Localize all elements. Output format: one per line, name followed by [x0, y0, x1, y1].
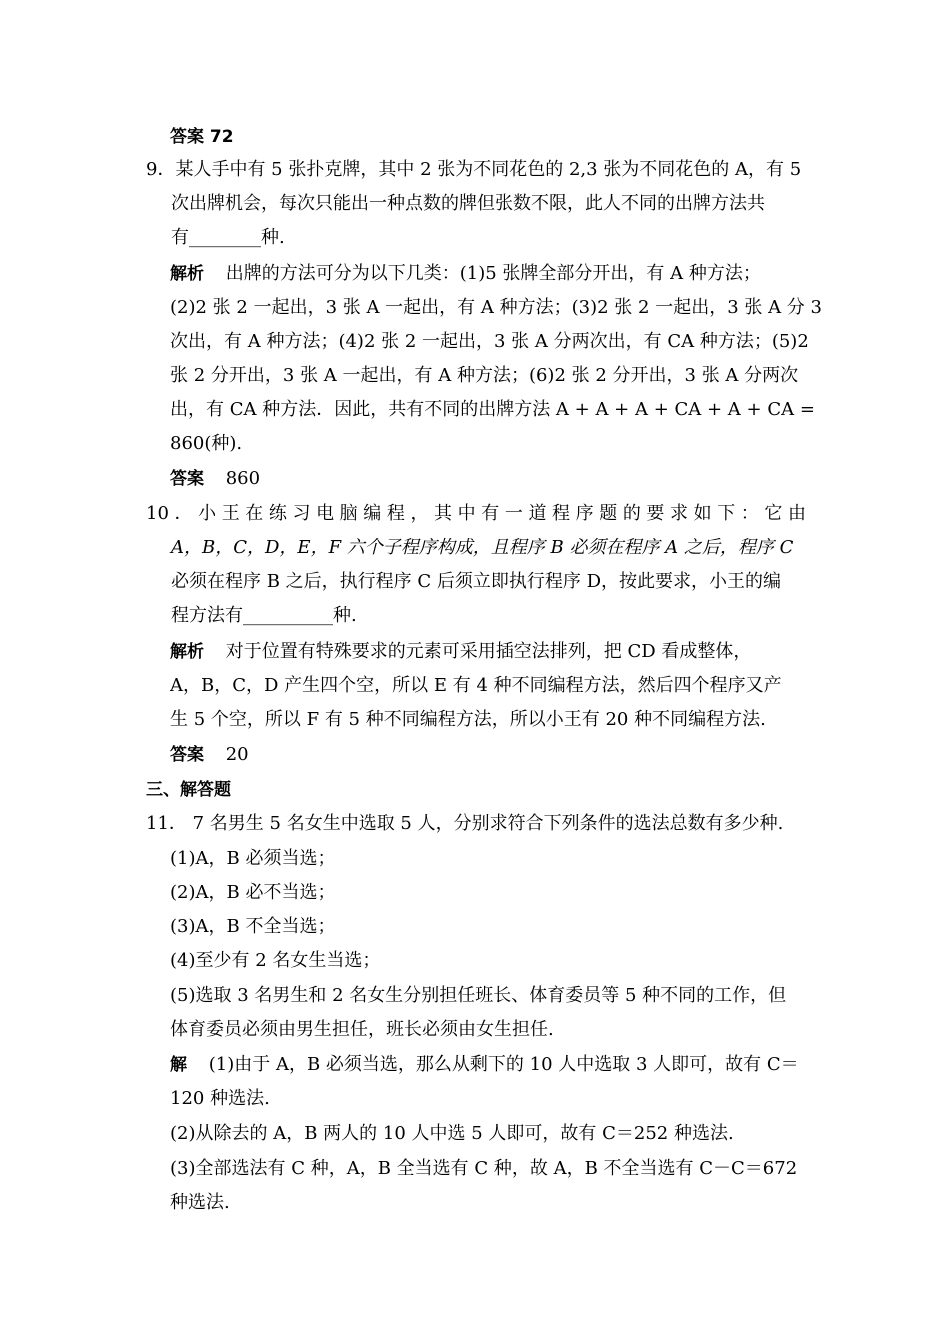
solution-11-line-1 — [170, 1053, 799, 1077]
solution-label: 解 — [170, 1055, 187, 1075]
question-10-line-3: 必须在程序 B 之后，执行程序 C 后须立即执行程序 D，按此要求，小王的编 — [171, 571, 782, 592]
answer-label: 答案 — [170, 469, 204, 489]
analysis-10-text-1: 对于位置有特殊要求的元素可采用插空法排列，把 CD 看成整体， — [225, 641, 752, 662]
analysis-label: 解析 — [170, 642, 204, 662]
answer-value: 20 — [225, 744, 249, 765]
question-9-line-3: 有________种. — [171, 227, 285, 248]
question-11-part-4: (4)至少有 2 名女生当选； — [170, 950, 381, 971]
analysis-9-line-5: 出，有 CA 种方法．因此，共有不同的出牌方法 A + A + A + CA + A + CA = — [170, 399, 815, 420]
solution-11-line-3: (2)从除去的 A，B 两人的 10 人中选 5 人即可，故有 C＝252 种选法. — [170, 1123, 734, 1144]
question-11-part-5-line-2: 体育委员必须由男生担任，班长必须由女生担任. — [170, 1019, 554, 1040]
question-11-part-3: (3)A，B 不全当选； — [170, 916, 336, 937]
analysis-9-line-2: (2)2 张 2 一起出，3 张 A 一起出，有 A 种方法；(3)2 张 2 一起出，3 张 A 分 3 — [170, 297, 822, 318]
solution-11-text-1: (1)由于 A，B 必须当选，那么从剩下的 10 人中选取 3 人即可，故有 C＝ — [208, 1054, 799, 1075]
analysis-10-line-3: 生 5 个空，所以 F 有 5 种不同编程方法，所以小王有 20 种不同编程方法. — [170, 709, 766, 730]
answer-10 — [170, 743, 249, 767]
solution-11-line-5: 种选法. — [170, 1192, 230, 1213]
answer-8 — [170, 125, 234, 149]
answer-label: 答案 — [170, 745, 204, 765]
question-10-line-2: A，B，C，D，E，F 六个子程序构成，且程序 B 必须在程序 A 之后，程序 C — [171, 537, 794, 558]
question-10-line-4: 程方法有__________种. — [171, 605, 357, 626]
question-10-line-1: 10．小王在练习电脑编程，其中有一道程序题的要求如下：它由 — [146, 503, 806, 524]
analysis-9-line-3: 次出，有 A 种方法；(4)2 张 2 一起出，3 张 A 分两次出，有 CA 种方法；(5)2 — [170, 331, 809, 352]
analysis-9-line-1 — [170, 262, 761, 286]
question-9-line-1: 9．某人手中有 5 张扑克牌，其中 2 张为不同花色的 2,3 张为不同花色的 A，有 5 — [146, 159, 802, 180]
analysis-9-line-6: 860(种). — [170, 433, 243, 454]
answer-label: 答案 72 — [170, 127, 234, 147]
question-11-part-2: (2)A，B 必不当选； — [170, 882, 336, 903]
analysis-label: 解析 — [170, 264, 204, 284]
solution-11-line-2: 120 种选法. — [170, 1088, 270, 1109]
analysis-9-text-1: 出牌的方法可分为以下几类：(1)5 张牌全部分开出，有 A 种方法； — [225, 263, 761, 284]
analysis-9-line-4: 张 2 分开出，3 张 A 一起出，有 A 种方法；(6)2 张 2 分开出，3 张 A 分两次 — [170, 365, 799, 386]
question-9-line-2: 次出牌机会，每次只能出一种点数的牌但张数不限，此人不同的出牌方法共 — [171, 193, 765, 214]
question-11-part-1: (1)A，B 必须当选； — [170, 848, 336, 869]
answer-value: 860 — [225, 468, 261, 489]
analysis-10-line-2: A，B，C，D 产生四个空，所以 E 有 4 种不同编程方法，然后四个程序又产 — [170, 675, 782, 696]
solution-11-line-4: (3)全部选法有 C 种，A，B 全当选有 C 种，故 A，B 不全当选有 C－C＝672 — [170, 1158, 798, 1179]
section-heading: 三、解答题 — [146, 780, 231, 800]
analysis-10-line-1 — [170, 640, 751, 664]
question-11: 11． 7 名男生 5 名女生中选取 5 人，分别求符合下列条件的选法总数有多少种. — [146, 813, 784, 834]
question-11-part-5-line-1: (5)选取 3 名男生和 2 名女生分别担任班长、体育委员等 5 种不同的工作，但 — [170, 985, 787, 1006]
answer-9 — [170, 467, 260, 491]
